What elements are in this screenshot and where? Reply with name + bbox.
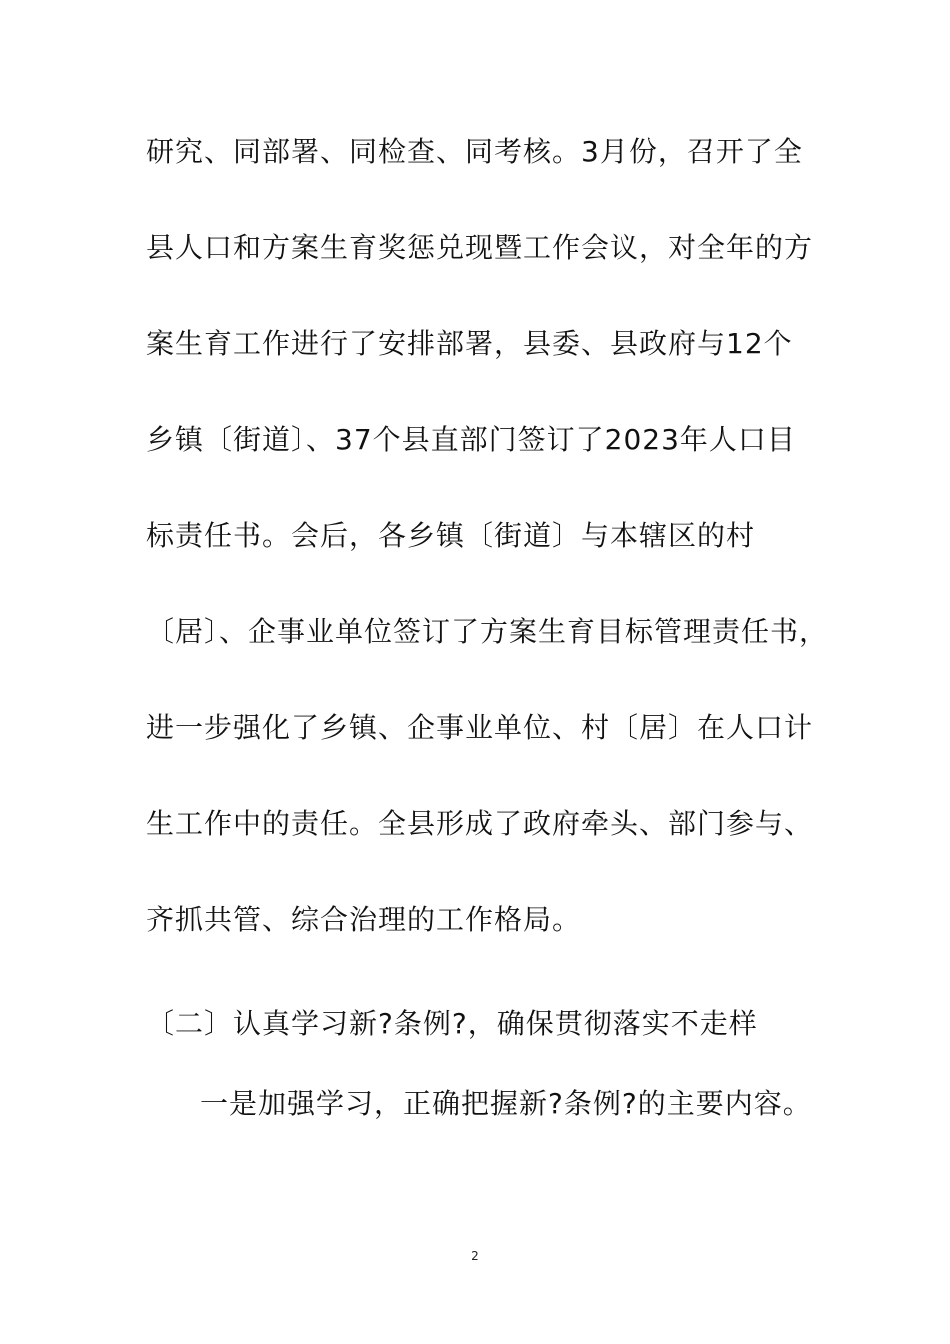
body-text-line-1: 研究、同部署、同检查、同考核。3月份，召开了全 bbox=[146, 135, 803, 168]
body-text-line-8: 生工作中的责任。全县形成了政府牵头、部门参与、 bbox=[146, 807, 814, 840]
section-heading-2: 〔二〕认真学习新?条例?，确保贯彻落实不走样 bbox=[146, 1007, 758, 1040]
body-text-line-6: 〔居〕、企事业单位签订了方案生育目标管理责任书， bbox=[146, 615, 829, 648]
body-text-line-7: 进一步强化了乡镇、企事业单位、村〔居〕在人口计 bbox=[146, 711, 814, 744]
page-number: 2 bbox=[471, 1249, 479, 1263]
body-text-line-2: 县人口和方案生育奖惩兑现暨工作会议，对全年的方 bbox=[146, 231, 814, 264]
body-text-line-9: 齐抓共管、综合治理的工作格局。 bbox=[146, 903, 582, 936]
body-text-line-5: 标责任书。会后，各乡镇〔街道〕与本辖区的村 bbox=[146, 519, 756, 552]
body-text-line-4: 乡镇〔街道〕、37个县直部门签订了2023年人口目 bbox=[146, 423, 796, 456]
paragraph-first-line: 一是加强学习，正确把握新?条例?的主要内容。 bbox=[200, 1087, 812, 1120]
body-text-line-3: 案生育工作进行了安排部署，县委、县政府与12个 bbox=[146, 327, 793, 360]
